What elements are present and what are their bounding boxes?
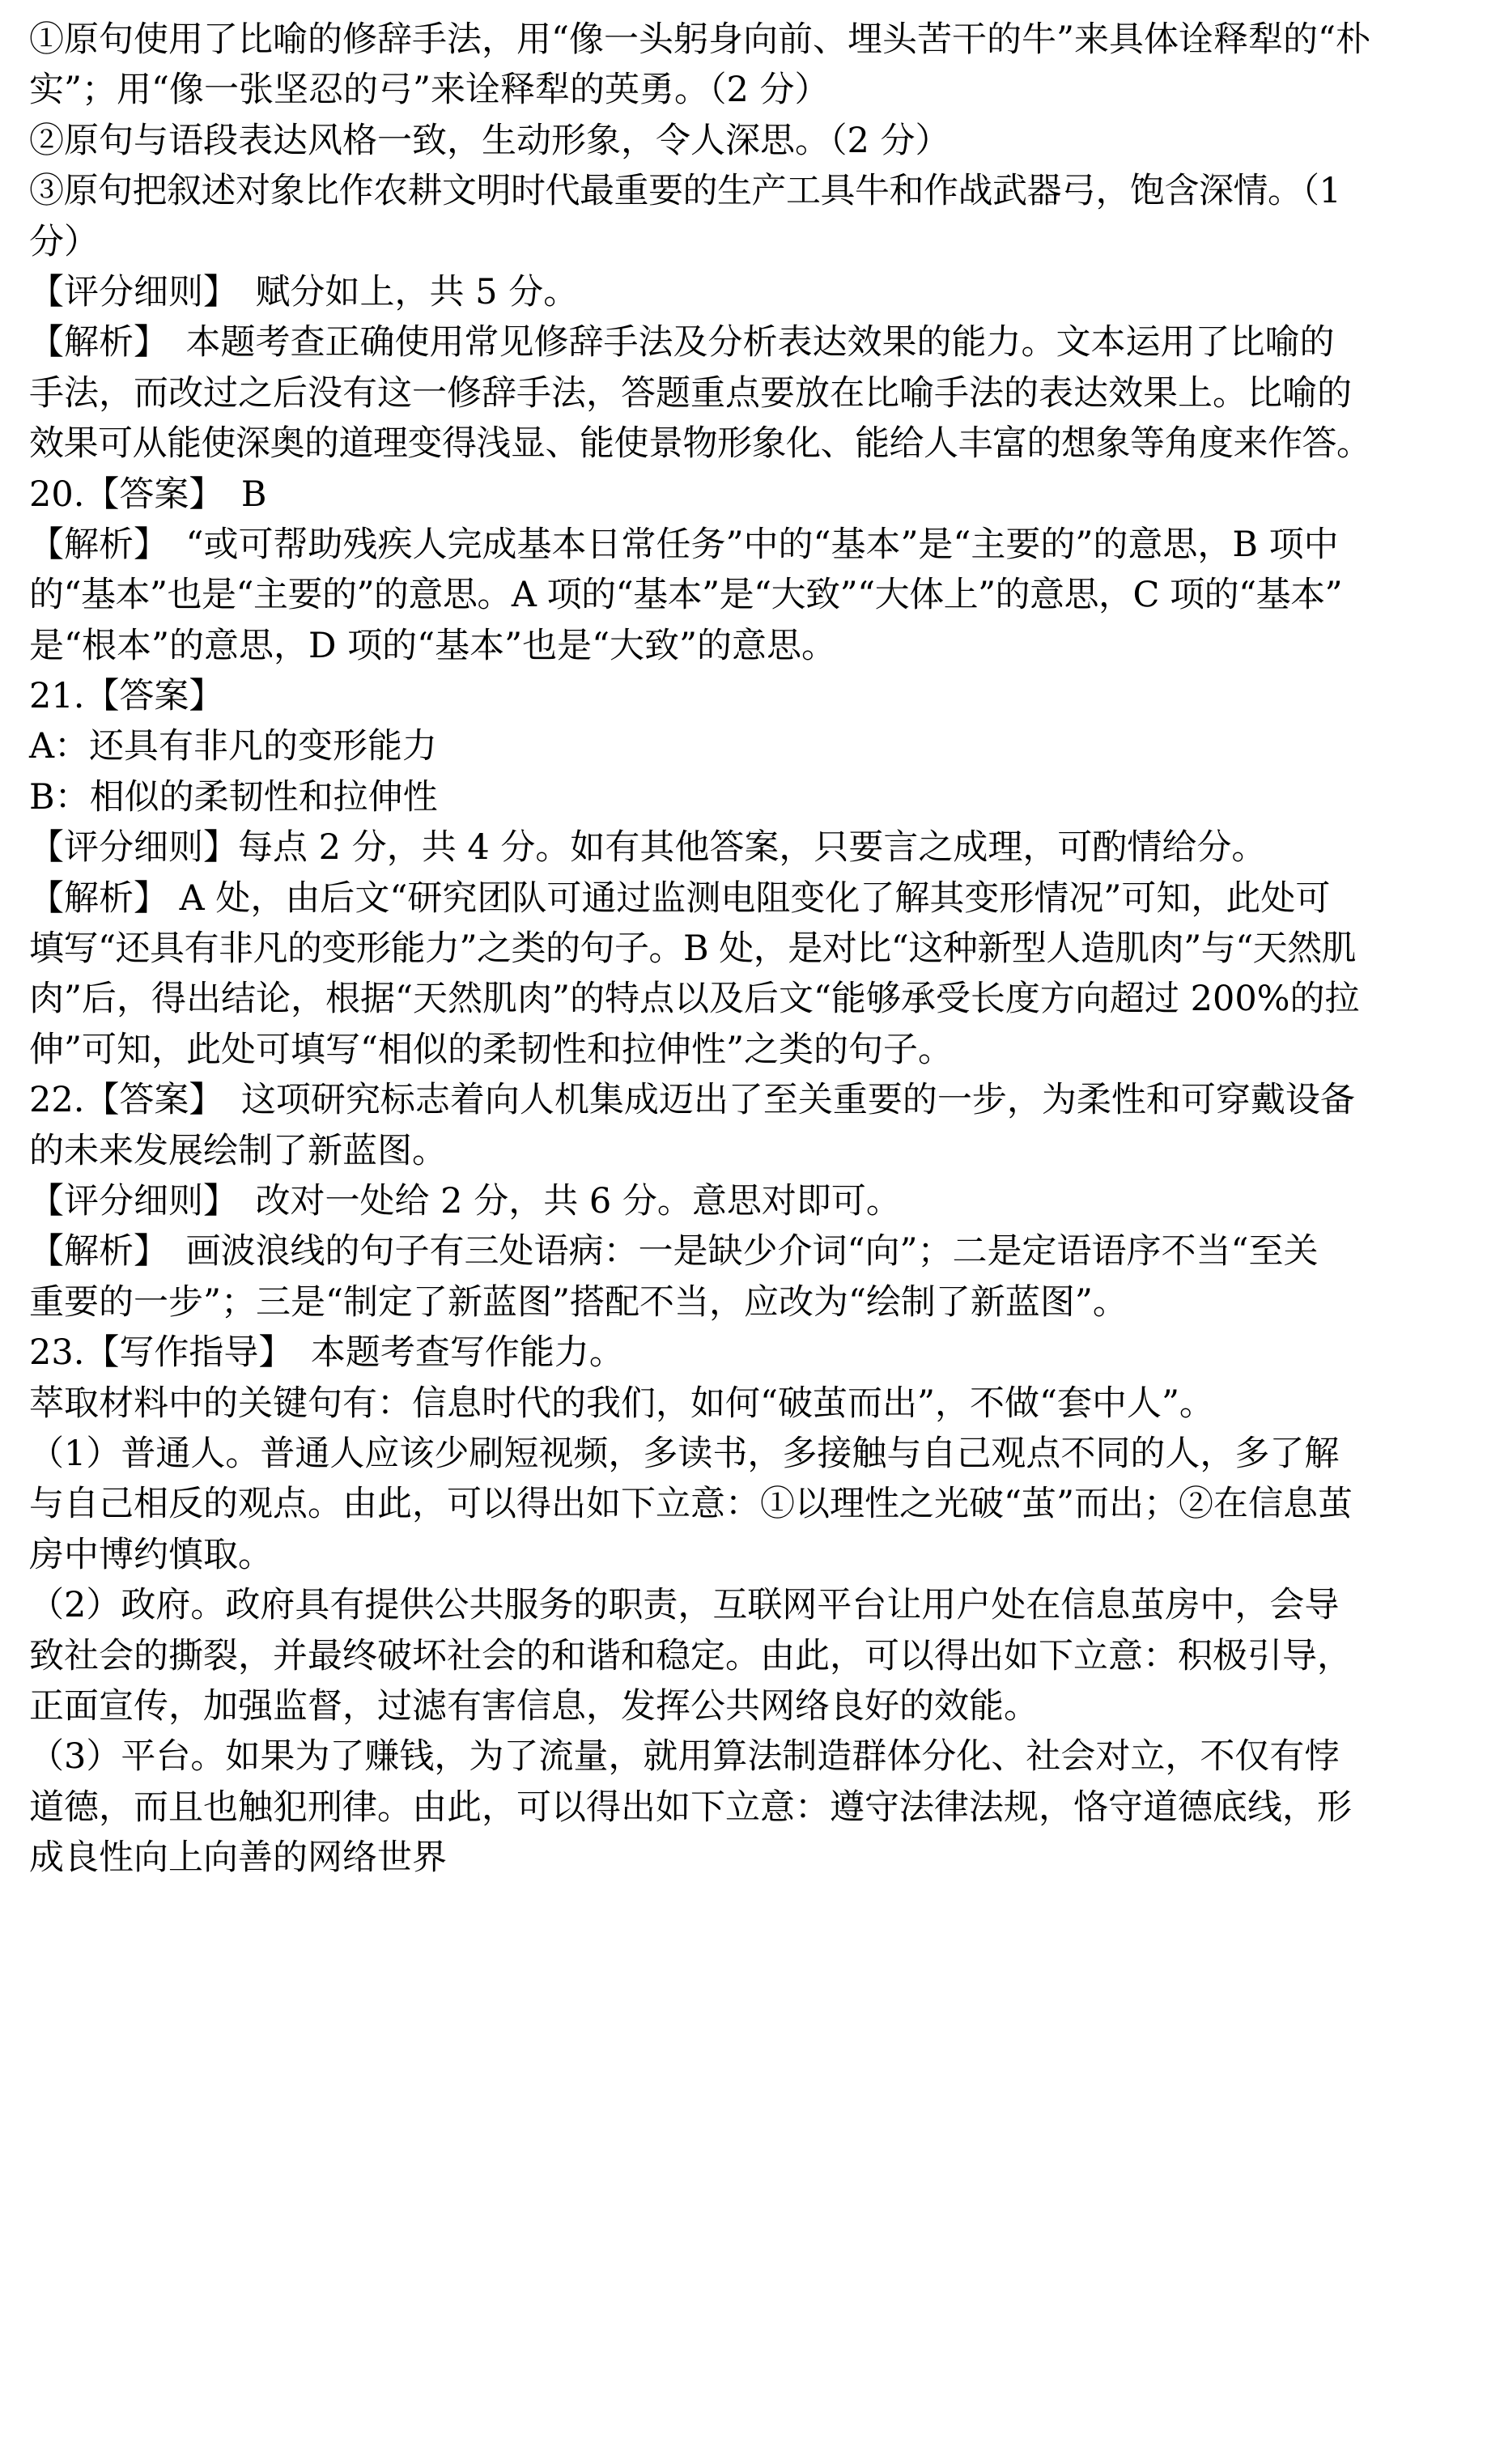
text-line: （3）平台。如果为了赚钱，为了流量，就用算法制造群体分化、社会对立，不仅有悖 [29, 1736, 1340, 1778]
text-line: 22.【答案】 这项研究标志着向人机集成迈出了至关重要的一步，为柔性和可穿戴设备 [29, 1080, 1355, 1121]
text-line: ③原句把叙述对象比作农耕文明时代最重要的生产工具牛和作战武器弓，饱含深情。（1 [29, 171, 1341, 212]
text-line: 实”；用“像一张坚忍的弓”来诠释犁的英勇。（2 分） [29, 70, 830, 111]
text-line: 致社会的撕裂，并最终破坏社会的和谐和稳定。由此，可以得出如下立意：积极引导， [29, 1635, 1352, 1676]
text-line: 是“根本”的意思，D 项的“基本”也是“大致”的意思。 [29, 625, 837, 666]
text-line: 与自己相反的观点。由此，可以得出如下立意：①以理性之光破“茧”而出；②在信息茧 [29, 1484, 1353, 1525]
text-line: 房中博约慎取。 [29, 1534, 273, 1575]
text-line: 【评分细则】每点 2 分，共 4 分。如有其他答案，只要言之成理，可酌情给分。 [29, 827, 1267, 869]
text-line: 【解析】 画波浪线的句子有三处语病：一是缺少介词“向”；二是定语语序不当“至关 [29, 1231, 1319, 1272]
text-line: 21.【答案】 [29, 676, 224, 717]
text-line: 【评分细则】 改对一处给 2 分，共 6 分。意思对即可。 [29, 1180, 901, 1221]
text-line: 【解析】 本题考查正确使用常见修辞手法及分析表达效果的能力。文本运用了比喻的 [29, 322, 1335, 363]
text-line: ①原句使用了比喻的修辞手法，用“像一头躬身向前、埋头苦干的牛”来具体诠释犁的“朴 [29, 19, 1370, 60]
text-line: 正面宣传，加强监督，过滤有害信息，发挥公共网络良好的效能。 [29, 1685, 1039, 1727]
text-line: 【解析】 “或可帮助残疾人完成基本日常任务”中的“基本”是“主要的”的意思，B 项中 [29, 524, 1339, 565]
text-line: 萃取材料中的关键句有：信息时代的我们，如何“破茧而出”，不做“套中人”。 [29, 1383, 1214, 1424]
text-line: 填写“还具有非凡的变形能力”之类的句子。B 处，是对比“这种新型人造肌肉”与“天然肌 [29, 928, 1357, 970]
text-line: 道德，而且也触犯刑律。由此，可以得出如下立意：遵守法律法规，恪守道德底线，形 [29, 1786, 1352, 1828]
text-line: 效果可从能使深奥的道理变得浅显、能使景物形象化、能给人丰富的想象等角度来作答。 [29, 423, 1371, 465]
text-line: 重要的一步”；三是“制定了新蓝图”搭配不当，应改为“绘制了新蓝图”。 [29, 1281, 1128, 1323]
text-line: 的“基本”也是“主要的”的意思。A 项的“基本”是“大致”“大体上”的意思，C 项的“基本” [29, 575, 1343, 616]
text-line: A：还具有非凡的变形能力 [29, 726, 438, 767]
text-line: 分） [29, 221, 99, 262]
text-line: （2）政府。政府具有提供公共服务的职责，互联网平台让用户处在信息茧房中，会导 [29, 1585, 1340, 1626]
text-line: 肉”后，得出结论，根据“天然肌肉”的特点以及后文“能够承受长度方向超过 200%的拉 [29, 979, 1360, 1020]
text-line: 20.【答案】 B [29, 474, 267, 515]
text-line: 【评分细则】 赋分如上，共 5 分。 [29, 271, 579, 312]
text-line: ②原句与语段表达风格一致，生动形象，令人深思。（2 分） [29, 120, 950, 161]
text-line: 伸”可知，此处可填写“相似的柔韧性和拉伸性”之类的句子。 [29, 1029, 953, 1070]
text-line: 【解析】 A 处，由后文“研究团队可通过监测电阻变化了解其变形情况”可知，此处可 [29, 877, 1331, 919]
text-line: （1）普通人。普通人应该少刷短视频，多读书，多接触与自己观点不同的人，多了解 [29, 1433, 1340, 1474]
text-line: B：相似的柔韧性和拉伸性 [29, 776, 438, 818]
text-line: 手法，而改过之后没有这一修辞手法，答题重点要放在比喻手法的表达效果上。比喻的 [29, 372, 1352, 414]
text-line: 成良性向上向善的网络世界 [29, 1837, 447, 1879]
text-line: 的未来发展绘制了新蓝图。 [29, 1130, 447, 1171]
text-line: 23.【写作指导】 本题考查写作能力。 [29, 1332, 624, 1374]
answer-key-document [29, 0, 1462, 1883]
